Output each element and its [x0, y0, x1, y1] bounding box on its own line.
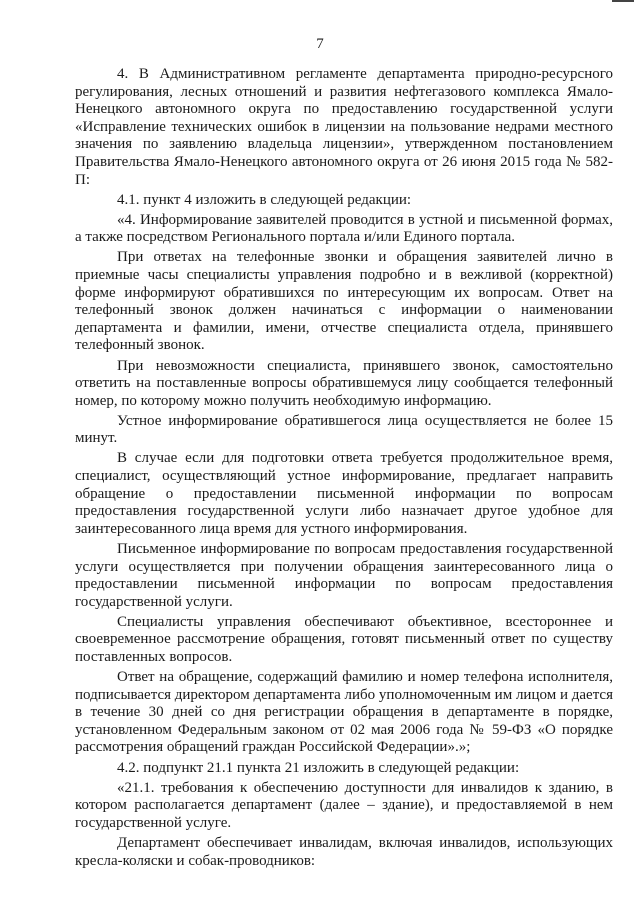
page-number: 7 [316, 36, 324, 52]
paragraph-oral-duration: Устное информирование обратившегося лица осуществляется не более 15 минут. [75, 412, 613, 447]
document-body [75, 66, 613, 870]
paragraph-phone-calls: При ответах на телефонные звонки и обращения заявителей лично в приемные часы специалисты управления подробно и в вежливой (корректной) форме информируют обратившихся по интересующим их вопросам. Ответ на телефонный звонок должен начинаться с информации о наименовании департамента и фамилии, имени, отчестве специалиста отдела, принявшего телефонный звонок. [75, 249, 613, 354]
paragraph-department-provides: Департамент обеспечивает инвалидам, включая инвалидов, использующих кресла-коляски и собак-проводников: [75, 834, 613, 869]
paragraph-21-1: «21.1. требования к обеспечению доступности для инвалидов к зданию, в котором располагается департамент (далее – здание), и предоставляемой в нем государственной услуге. [75, 779, 613, 831]
paragraph-4-2: 4.2. подпункт 21.1 пункта 21 изложить в следующей редакции: [117, 759, 520, 776]
paragraph-informing: «4. Информирование заявителей проводится в устной и письменной формах, а также посредством Регионального портала и/или Единого портала. [75, 211, 613, 246]
paragraph-section-4: 4. В Административном регламенте департамента природно-ресурсного регулирования, лесных отношений и развития нефтегазового комплекса Ямало-Ненецкого автономного округа по предоставлению государственной услуги «Исправление технических ошибок в лицензии на пользование недрами местного значения по заявлению владельца лицензии», утвержденном постановлением Правительства Ямало-Ненецкого автономного округа от 26 июня 2015 года № 582-П: [75, 66, 613, 188]
corner-mark [612, 0, 634, 2]
paragraph-long-answer: В случае если для подготовки ответа требуется продолжительное время, специалист, осуществляющий устное информирование, предлагает направить обращение о предоставлении письменной информации по вопросам предоставления государственной услуги либо назначает другое удобное для заинтересованного лица время для устного информирования. [75, 450, 613, 537]
paragraph-specialists: Специалисты управления обеспечивают объективное, всестороннее и своевременное рассмотрение обращения, готовят письменный ответ по существу поставленных вопросов. [75, 613, 613, 665]
paragraph-inability: При невозможности специалиста, принявшего звонок, самостоятельно ответить на поставленные вопросы обратившемуся лицу сообщается телефонный номер, по которому можно получить необходимую информацию. [75, 357, 613, 409]
paragraph-written-info: Письменное информирование по вопросам предоставления государственной услуги осуществляется при получении обращения заинтересованного лица о предоставлении письменной информации по вопросам предоставления государственной услуги. [75, 540, 613, 610]
paragraph-4-1: 4.1. пункт 4 изложить в следующей редакции: [117, 191, 412, 208]
paragraph-answer: Ответ на обращение, содержащий фамилию и номер телефона исполнителя, подписывается директором департамента либо уполномоченным им лицом и дается в течение 30 дней со дня регистрации обращения в департаменте в порядке, установленном Федеральным законом от 02 мая 2006 года № 59-ФЗ «О порядке рассмотрения обращений граждан Российской Федерации».»; [75, 669, 613, 756]
